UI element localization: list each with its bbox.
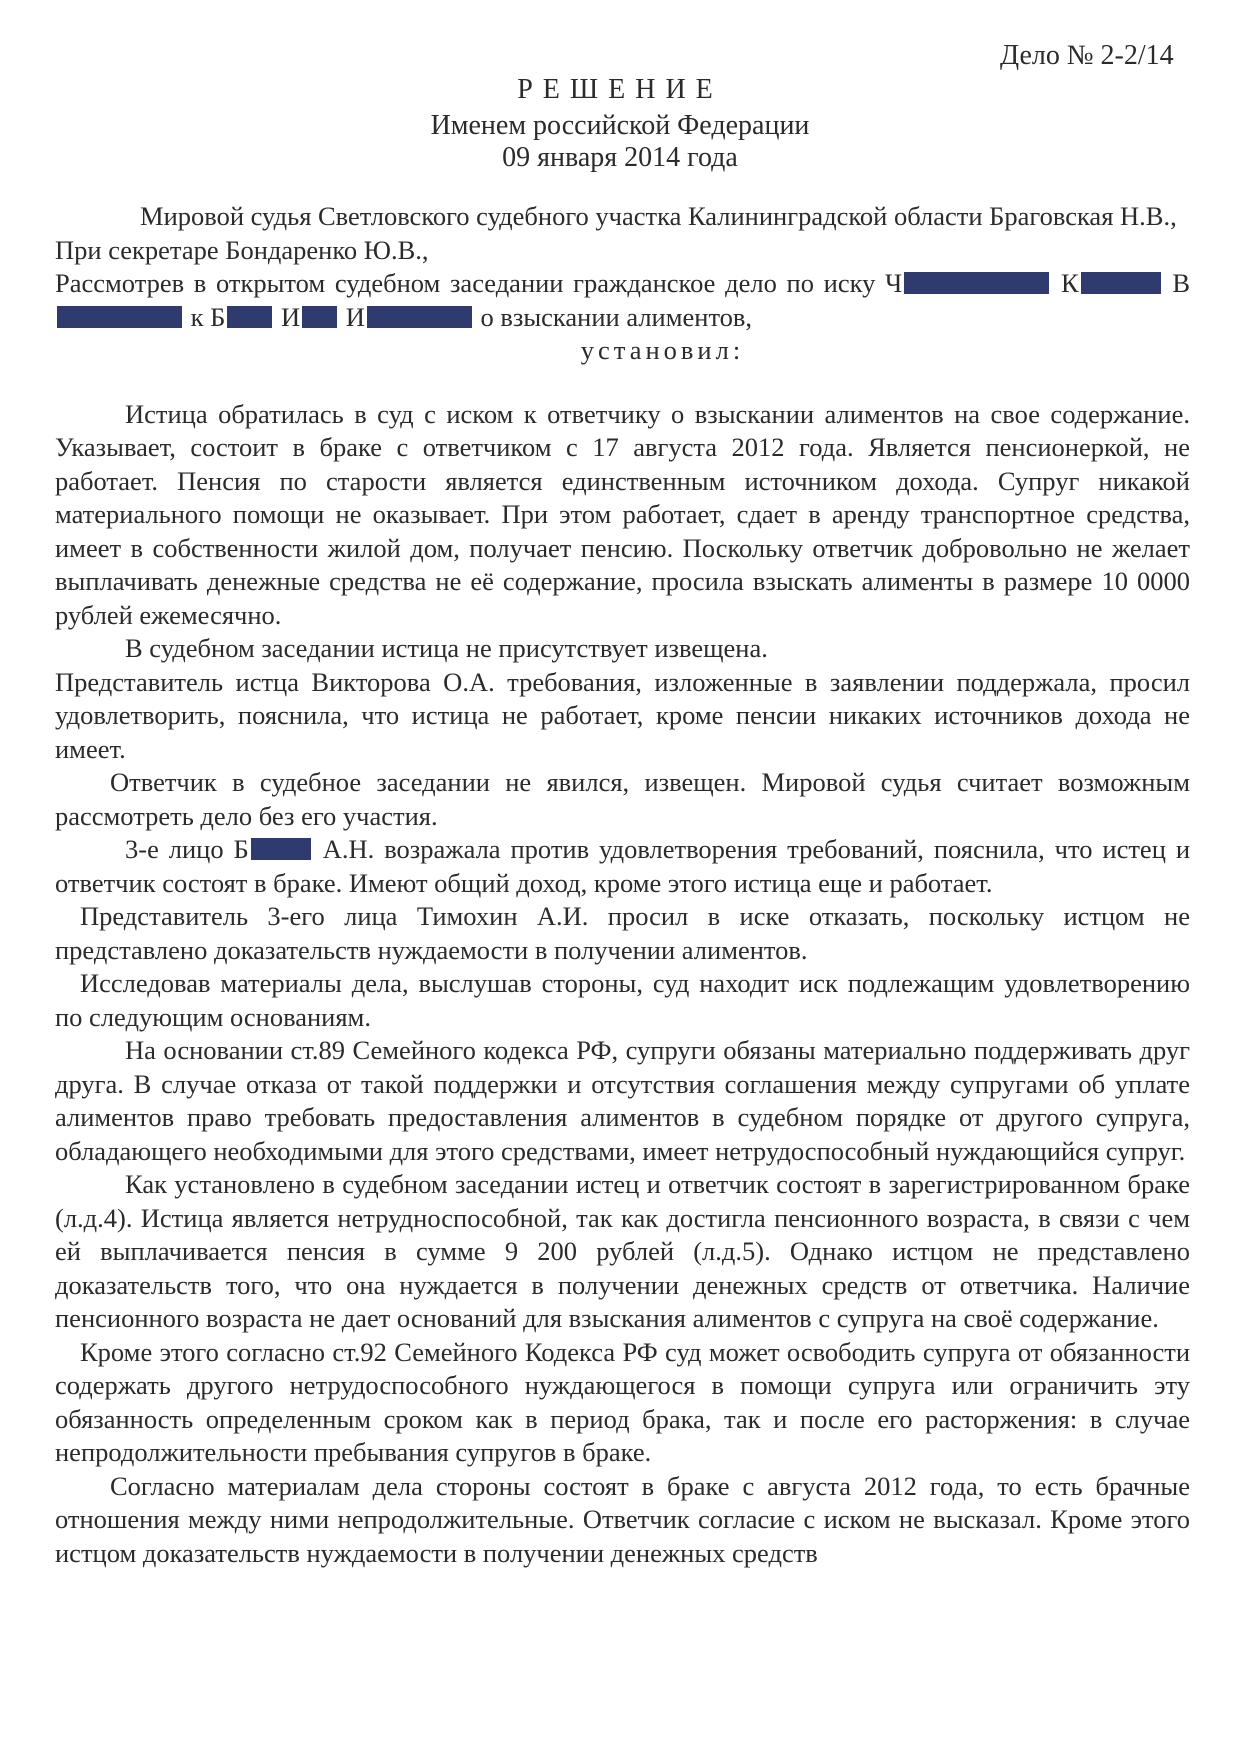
case-number: Дело № 2-2/14: [1000, 40, 1174, 71]
judge-name: Браговская Н.В.,: [989, 201, 1177, 231]
header-line: Именем российской Федерации: [430, 110, 810, 141]
paragraph-third-party: [55, 833, 1190, 900]
case-part: К: [1060, 268, 1079, 298]
case-part: о взыскании алиментов,: [480, 301, 753, 332]
paragraph-representative: Представитель истца Викторова О.А. требования, изложенные в заявлении поддержала, просил удовлетворить, пояснила, что истица не работает, кроме пенсии никаких источников дохода не имеет.: [55, 666, 1190, 764]
spacer: [55, 368, 1190, 398]
case-text: Рассмотрев в открытом судебном заседании гражданское дело по иску Ч: [55, 268, 903, 298]
judge-text: Мировой судья Светловского судебного участка Калининградской области: [140, 201, 983, 231]
paragraph-established-facts: Как установлено в судебном заседании истец и ответчик состоят в зарегистрированном браке (л.д.4). Истица является нетрудноспособной, так как достигла пенсионного возраста, в связи с чем ей выплачивается пенсия в сумме 9 200 рублей (л.д.5). Однако истцом не представлено доказательств того, что она нуждается в получении денежных средств от ответчика. Наличие пенсионного возраста не дает оснований для взыскания алиментов с супруга на своё содержание.: [55, 1169, 1190, 1333]
paragraph-third-party-representative: Представитель 3-его лица Тимохин А.И. просил в иске отказать, поскольку истцом не представлено доказательств нуждаемости в получении алиментов.: [55, 901, 1190, 965]
redaction-block: [1081, 272, 1161, 294]
case-part: И: [345, 301, 365, 332]
case-part: В: [1172, 268, 1191, 298]
paragraph-article-89: На основании ст.89 Семейного кодекса РФ, супруги обязаны материально поддерживать друг друга. В случае отказа от такой поддержки и отсутствия соглашения между супругами об уплате алиментов право требовать предоставления алиментов в судебном порядке от другого супруга, обладающего необходимыми для этого средствами, имеет нетрудоспособный нуждающийся супруг.: [55, 1035, 1190, 1166]
document-body: [55, 200, 1190, 1570]
paragraph-materials: Согласно материалам дела стороны состоят в браке с августа 2012 года, то есть брачные отношения между ними непродолжительные. Ответчик согласие с иском не высказал. Кроме этого истцом доказательств нуждаемости в получении денежных средств: [55, 1470, 1190, 1568]
paragraph-article-92: Кроме этого согласно ст.92 Семейного Кодекса РФ суд может освободить супруга от обязанности содержать другого нетрудоспособного нуждающегося в помощи супруга или ограничить эту обязанность определенным сроком как в период брака, так и после его расторжения: в случае непродолжительности пребывания супругов в браке.: [55, 1336, 1190, 1467]
case-part: И: [280, 301, 301, 332]
redaction-block: [904, 272, 1049, 294]
paragraph-claim: Истица обратилась в суд с иском к ответчику о взыскании алиментов на свое содержание. Указывает, состоит в браке с ответчиком с 17 августа 2012 года. Является пенсионеркой, не работает. Пенсия по старости является единственным источником дохода. Супруг никакой материального помощи не оказывает. При этом работает, сдает в аренду транспортное средства, имеет в собственности жилой дом, получает пенсию. Поскольку ответчик добровольно не желает выплачивать денежные средства не её содержание, просила взыскать алименты в размере 10 0000 рублей ежемесячно.: [55, 398, 1190, 630]
redaction-block: [302, 306, 337, 328]
document-header: [0, 70, 1240, 174]
redaction-block: [227, 306, 272, 328]
third-party-text: А.Н. возражала против удовлетворения требований, пояснила, что истец и ответчик состоят в браке. Имеют общий доход, кроме этого истица еще и работает.: [55, 834, 1190, 898]
document-date: 09 января 2014 года: [502, 142, 738, 173]
third-party-prefix: 3-е лицо Б: [125, 834, 249, 864]
judge-line: [55, 200, 1190, 234]
redaction-block: [57, 306, 182, 328]
case-part: к Б: [190, 301, 226, 332]
paragraph-findings: Исследовав материалы дела, выслушав стороны, суд находит иск подлежащим удовлетворению по следующим основаниям.: [55, 968, 1190, 1032]
paragraph-attendance: В судебном заседании истица не присутствует извещена.: [125, 633, 768, 663]
document-title: РЕШЕНИЕ: [517, 74, 723, 105]
redaction-block: [367, 306, 472, 328]
secretary-line: При секретаре Бондаренко Ю.В.,: [55, 234, 429, 265]
paragraph-defendant: Ответчик в судебное заседании не явился, извещен. Мировой судья считает возможным рассмотреть дело без его участия.: [55, 767, 1190, 831]
redaction-block: [251, 838, 311, 860]
case-line: [55, 267, 1190, 334]
established-heading: установил:: [580, 335, 745, 365]
